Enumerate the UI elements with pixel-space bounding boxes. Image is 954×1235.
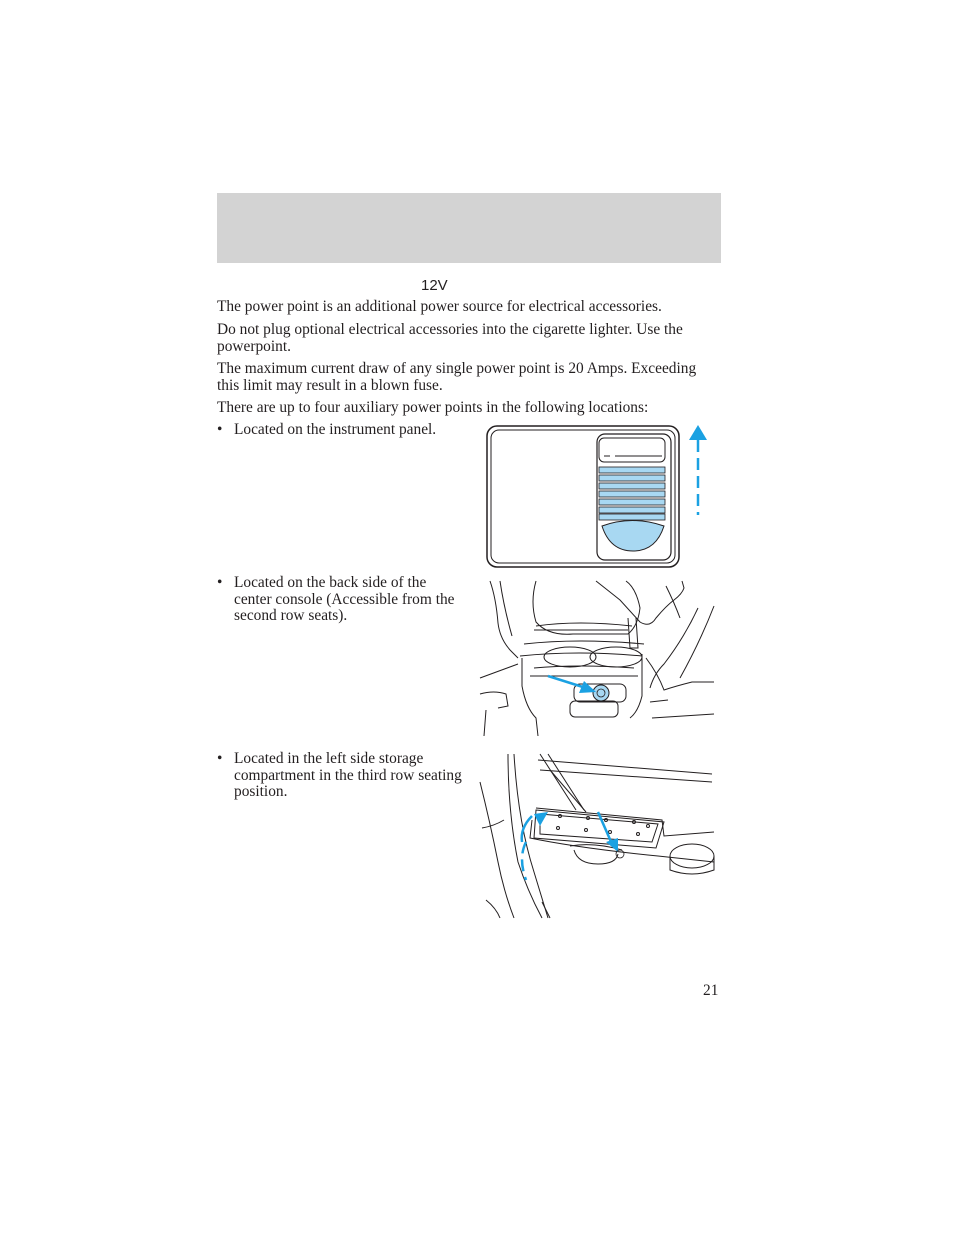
section-title: 12V bbox=[421, 277, 448, 294]
bullet-marker: • bbox=[217, 421, 223, 438]
list-item-storage-compartment bbox=[217, 751, 462, 801]
bullet-text: Located in the left side storage compartment in the third row seating position. bbox=[234, 750, 462, 800]
list-item-center-console bbox=[217, 575, 462, 625]
center-console-power-point-illustration bbox=[478, 578, 718, 738]
paragraph-current-draw: The maximum current draw of any single power point is 20 Amps. Exceeding this limit may result in a blown fuse. bbox=[217, 360, 697, 394]
list-item-instrument-panel bbox=[217, 422, 462, 439]
bullet-text: Located on the back side of the center console (Accessible from the second row seats). bbox=[234, 574, 455, 624]
paragraph-power-source: The power point is an additional power source for electrical accessories. bbox=[217, 298, 662, 315]
section-header-band bbox=[217, 193, 721, 263]
page-number: 21 bbox=[703, 982, 719, 999]
bullet-marker: • bbox=[217, 750, 223, 767]
storage-compartment-power-point-illustration bbox=[478, 752, 718, 920]
paragraph-cigarette-lighter: Do not plug optional electrical accessories into the cigarette lighter. Use the powerpoint. bbox=[217, 321, 683, 355]
instrument-panel-power-point-illustration bbox=[486, 423, 711, 570]
paragraph-locations-intro: There are up to four auxiliary power points in the following locations: bbox=[217, 399, 649, 416]
bullet-text: Located on the instrument panel. bbox=[234, 421, 437, 438]
bullet-marker: • bbox=[217, 574, 223, 591]
